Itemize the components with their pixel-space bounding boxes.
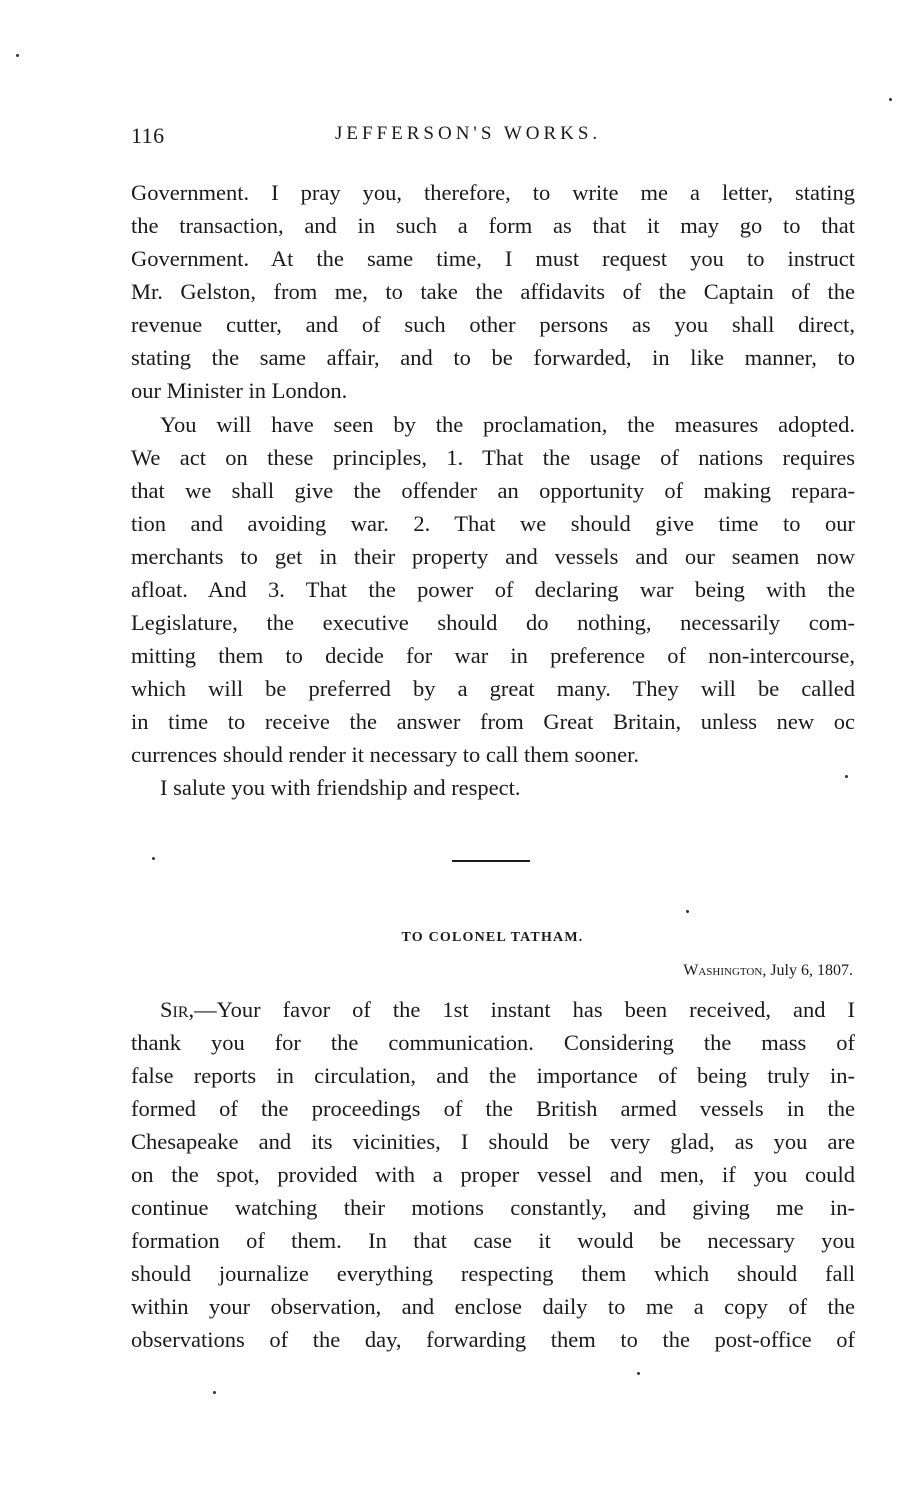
text-line: in time to receive the answer from Great Britain, unless new oc — [131, 709, 855, 734]
text-line: observations of the day, forwarding them to the post-office of — [131, 1327, 855, 1352]
scan-speck — [213, 1391, 216, 1394]
text-line: thank you for the communication. Considering the mass of — [131, 1030, 855, 1055]
text-line: tion and avoiding war. 2. That we should give time to our — [131, 511, 855, 536]
text-line: formed of the proceedings of the British armed vessels in the — [131, 1096, 855, 1121]
closing-line: I salute you with friendship and respect. — [160, 775, 521, 800]
text-line: the transaction, and in such a form as that it may go to that — [131, 213, 855, 238]
text-line: false reports in circulation, and the importance of being truly in- — [131, 1063, 855, 1088]
running-head: JEFFERSON'S WORKS. — [335, 123, 602, 144]
text-line-rest: —Your favor of the 1st instant has been received, and I — [194, 997, 855, 1022]
text-line: formation of them. In that case it would be necessary you — [131, 1228, 855, 1253]
text-line: Government. I pray you, therefore, to write me a letter, stating — [131, 180, 855, 205]
scan-speck — [637, 1372, 640, 1375]
text-line: afloat. And 3. That the power of declaring war being with the — [131, 577, 855, 602]
scan-speck — [889, 98, 892, 101]
text-line: should journalize everything respecting them which should fall — [131, 1261, 855, 1286]
text-line: mitting them to decide for war in preference of non-intercourse, — [131, 643, 855, 668]
salutation: Sir, — [160, 997, 195, 1022]
text-line: merchants to get in their property and vessels and our seamen now — [131, 544, 855, 569]
text-line: which will be preferred by a great many. They will be called — [131, 676, 855, 701]
section-divider — [452, 860, 530, 862]
scan-speck — [686, 910, 689, 913]
page-number: 116 — [131, 123, 165, 148]
text-line: our Minister in London. — [131, 378, 348, 403]
scan-speck — [845, 775, 848, 778]
text-line: revenue cutter, and of such other persons as you shall direct, — [131, 312, 855, 337]
scan-speck — [16, 54, 19, 57]
letter-heading: TO COLONEL TATHAM. — [401, 930, 584, 945]
text-line: within your observation, and enclose daily to me a copy of the — [131, 1294, 855, 1319]
text-line: Mr. Gelston, from me, to take the affidavits of the Captain of the — [131, 279, 855, 304]
text-line: that we shall give the offender an opportunity of making repara- — [131, 478, 855, 503]
dateline — [683, 962, 853, 980]
dateline-place: Washington — [683, 962, 763, 979]
text-line — [160, 995, 855, 1025]
text-line: continue watching their motions constantly, and giving me in- — [131, 1195, 855, 1220]
text-line: currences should render it necessary to call them sooner. — [131, 742, 639, 767]
text-line: Legislature, the executive should do nothing, necessarily com- — [131, 610, 855, 635]
scan-speck — [152, 857, 155, 860]
text-line: You will have seen by the proclamation, the measures adopted. — [160, 412, 855, 437]
text-line: We act on these principles, 1. That the usage of nations requires — [131, 445, 855, 470]
text-line: Chesapeake and its vicinities, I should be very glad, as you are — [131, 1129, 855, 1154]
text-line: on the spot, provided with a proper vessel and men, if you could — [131, 1162, 855, 1187]
text-line: stating the same affair, and to be forwarded, in like manner, to — [131, 345, 855, 370]
text-line: Government. At the same time, I must request you to instruct — [131, 246, 855, 271]
dateline-date: , July 6, 1807. — [762, 962, 853, 979]
